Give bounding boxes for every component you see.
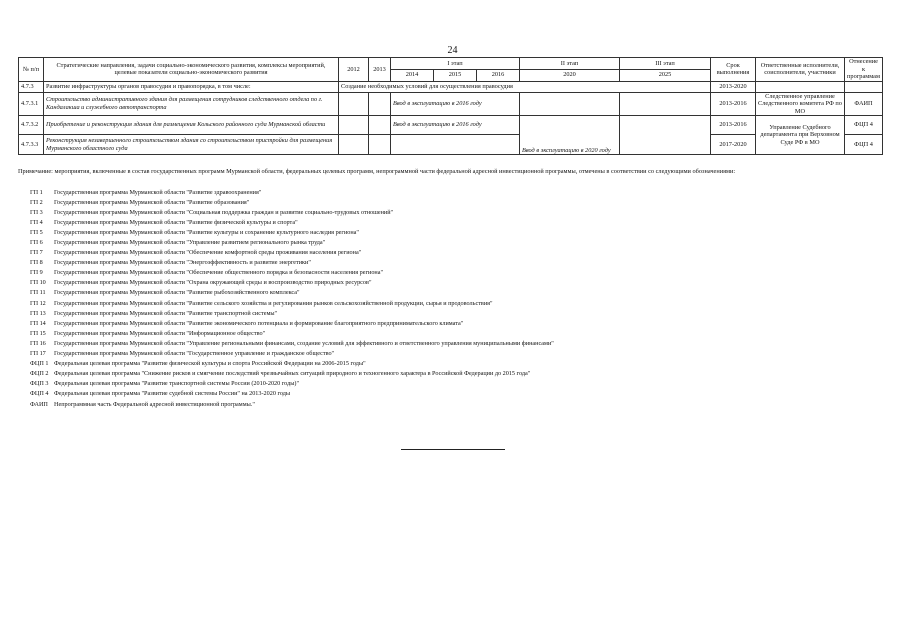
program-name: Государственная программа Мурманской области "Развитие сельского хозяйства и регулирования рынков сельскохозяйственной продукции, сырья и продовольствия" bbox=[54, 299, 493, 307]
row-stage2-result: Ввод в эксплуатацию в 2020 году bbox=[520, 116, 620, 155]
row-term: 2013-2020 bbox=[711, 81, 756, 92]
row-text: Строительство административного здания для размещения сотрудников следственного отдела по г. Кандалакша и служебного автотранспорта bbox=[44, 92, 339, 116]
program-code: ГП 9 bbox=[30, 269, 43, 277]
program-legend-item bbox=[30, 338, 880, 348]
program-name: Непрограммная часть Федеральной адресной инвестиционной программы." bbox=[54, 400, 255, 408]
program-name: Государственная программа Мурманской области "Энергоэффективность и развитие энергетики" bbox=[54, 259, 311, 267]
program-name: Государственная программа Мурманской области "Развитие культуры и сохранение культурного наследия региона" bbox=[54, 228, 359, 236]
separator-line bbox=[401, 449, 505, 450]
table-row bbox=[19, 116, 883, 135]
program-name: Государственная программа Мурманской области "Государственное управление и гражданское общество" bbox=[54, 350, 335, 358]
program-code: ГП 11 bbox=[30, 289, 46, 297]
program-legend bbox=[30, 187, 880, 409]
header-responsible: Ответственные исполнители, соисполнители, участники bbox=[756, 58, 845, 82]
program-code: ФЦП 3 bbox=[30, 380, 49, 388]
program-code: ГП 10 bbox=[30, 279, 46, 287]
program-code: ФАИП bbox=[30, 400, 48, 408]
table-row bbox=[19, 135, 883, 155]
program-code: ГП 2 bbox=[30, 198, 43, 206]
row-stage1-result: Ввод в эксплуатацию в 2016 году bbox=[391, 116, 520, 135]
program-name: Государственная программа Мурманской области "Социальная поддержка граждан и развитие социально-трудовых отношений" bbox=[54, 208, 394, 216]
program-code: ГП 14 bbox=[30, 319, 46, 327]
row-text: Реконструкция незавершенного строительством здания со строительством пристройки для размещения Мурманского областного суда bbox=[44, 135, 339, 155]
program-legend-item bbox=[30, 187, 880, 197]
header-stage2: II этап bbox=[520, 58, 620, 70]
program-code: ГП 17 bbox=[30, 350, 46, 358]
row-program: ФЦП 4 bbox=[845, 135, 883, 155]
table-note: Примечание: мероприятия, включенные в состав государственных программ Мурманской области, федеральных целевых программ, непрограммной части федеральной адресной инвестиционной программы, отмечены в соответствии со следующими обозначениями: bbox=[18, 168, 736, 175]
program-code: ФЦП 4 bbox=[30, 390, 49, 398]
program-name: Федеральная целевая программа "Снижение рисков и смягчение последствий чрезвычайных ситуаций природного и техногенного характера в Российской Федерации до 2015 года" bbox=[54, 370, 531, 378]
program-code: ГП 3 bbox=[30, 208, 43, 216]
program-legend-item bbox=[30, 237, 880, 247]
program-legend-item bbox=[30, 197, 880, 207]
program-legend-item bbox=[30, 369, 880, 379]
header-2013: 2013 bbox=[369, 58, 391, 82]
table-row bbox=[19, 92, 883, 116]
program-code: ФЦП 1 bbox=[30, 360, 49, 368]
program-legend-item bbox=[30, 278, 880, 288]
table-row bbox=[19, 81, 883, 92]
program-name: Федеральная целевая программа "Развитие транспортной системы России (2010-2020 годы)" bbox=[54, 380, 299, 388]
row-text: Развитие инфраструктуры органов правосудия и правопорядка, в том числе: bbox=[44, 81, 339, 92]
program-legend-item bbox=[30, 379, 880, 389]
row-text: Приобретение и реконструкция здания для размещения Кольского районного суда Мурманской области bbox=[44, 116, 339, 135]
program-legend-item bbox=[30, 268, 880, 278]
program-code: ФЦП 2 bbox=[30, 370, 49, 378]
program-name: Государственная программа Мурманской области "Охрана окружающей среды и воспроизводство природных ресурсов" bbox=[54, 279, 372, 287]
row-num: 4.7.3.2 bbox=[19, 116, 44, 135]
program-legend-item bbox=[30, 399, 880, 409]
program-code: ГП 12 bbox=[30, 299, 46, 307]
header-row bbox=[19, 58, 883, 70]
program-legend-item bbox=[30, 207, 880, 217]
program-name: Государственная программа Мурманской области "Управление развитием регионального рынка труда" bbox=[54, 239, 326, 247]
program-code: ГП 8 bbox=[30, 259, 43, 267]
program-legend-item bbox=[30, 359, 880, 369]
program-name: Государственная программа Мурманской области "Развитие физической культуры и спорта" bbox=[54, 218, 298, 226]
row-stage1-result: Ввод в эксплуатацию в 2016 году bbox=[391, 92, 520, 116]
program-legend-item bbox=[30, 298, 880, 308]
program-legend-item bbox=[30, 217, 880, 227]
program-name: Государственная программа Мурманской области "Обеспечение общественного порядка и безопасности населения региона" bbox=[54, 269, 384, 277]
program-legend-item bbox=[30, 258, 880, 268]
header-2012: 2012 bbox=[339, 58, 369, 82]
row-num: 4.7.3 bbox=[19, 81, 44, 92]
program-legend-item bbox=[30, 328, 880, 338]
header-year-2025: 2025 bbox=[620, 69, 711, 81]
program-code: ГП 6 bbox=[30, 239, 43, 247]
program-code: ГП 5 bbox=[30, 228, 43, 236]
program-legend-item bbox=[30, 389, 880, 399]
program-code: ГП 1 bbox=[30, 188, 43, 196]
program-name: Государственная программа Мурманской области "Информационное общество" bbox=[54, 329, 266, 337]
program-name: Государственная программа Мурманской области "Развитие рыбохозяйственного комплекса" bbox=[54, 289, 300, 297]
program-code: ГП 13 bbox=[30, 309, 46, 317]
program-code: ГП 7 bbox=[30, 249, 43, 257]
program-name: Государственная программа Мурманской области "Обеспечение комфортной среды проживания населения региона" bbox=[54, 249, 362, 257]
row-program: ФЦП 4 bbox=[845, 116, 883, 135]
row-goal: Создание необходимых условий для осуществления правосудия bbox=[339, 81, 711, 92]
program-code: ГП 4 bbox=[30, 218, 43, 226]
row-num: 4.7.3.1 bbox=[19, 92, 44, 116]
program-name: Государственная программа Мурманской области "Развитие транспортной системы" bbox=[54, 309, 278, 317]
program-legend-item bbox=[30, 248, 880, 258]
header-year-2014: 2014 bbox=[391, 69, 434, 81]
program-legend-item bbox=[30, 227, 880, 237]
header-programs: Отнесение к программам bbox=[845, 58, 883, 82]
program-name: Государственная программа Мурманской области "Управление региональными финансами, создание условий для эффективного и ответственного управления муниципальными финансами" bbox=[54, 339, 554, 347]
header-directions: Стратегические направления, задачи социально-экономического развития, комплексы мероприятий, целевые показатели социально-экономического развития bbox=[44, 58, 339, 82]
row-responsible: Следственное управление Следственного комитета РФ по МО bbox=[756, 92, 845, 116]
measures-table bbox=[18, 57, 883, 155]
header-year-2020: 2020 bbox=[520, 69, 620, 81]
program-name: Федеральная целевая программа "Развитие физической культуры и спорта Российской Федерации на 2006-2015 годы" bbox=[54, 360, 366, 368]
program-name: Государственная программа Мурманской области "Развитие экономического потенциала и формирование благоприятного предпринимательского климата" bbox=[54, 319, 464, 327]
row-responsible: Управление Судебного департамента при Верховном Суде РФ в МО bbox=[756, 116, 845, 155]
row-num: 4.7.3.3 bbox=[19, 135, 44, 155]
header-year-2016: 2016 bbox=[477, 69, 520, 81]
program-legend-item bbox=[30, 308, 880, 318]
program-name: Государственная программа Мурманской области "Развитие здравоохранения" bbox=[54, 188, 262, 196]
header-stage3: III этап bbox=[620, 58, 711, 70]
header-stage1: I этап bbox=[391, 58, 520, 70]
program-code: ГП 16 bbox=[30, 339, 46, 347]
program-legend-item bbox=[30, 318, 880, 328]
row-term: 2017-2020 bbox=[711, 135, 756, 155]
program-name: Государственная программа Мурманской области "Развитие образования" bbox=[54, 198, 250, 206]
program-legend-item bbox=[30, 288, 880, 298]
row-term: 2013-2016 bbox=[711, 116, 756, 135]
program-legend-item bbox=[30, 349, 880, 359]
header-year-2015: 2015 bbox=[434, 69, 477, 81]
row-program: ФАИП bbox=[845, 92, 883, 116]
header-term: Срок выполнения bbox=[711, 58, 756, 82]
program-code: ГП 15 bbox=[30, 329, 46, 337]
row-term: 2013-2016 bbox=[711, 92, 756, 116]
page-number: 24 bbox=[447, 45, 458, 56]
header-num: № п/п bbox=[19, 58, 44, 82]
program-name: Федеральная целевая программа "Развитие судебной системы России" на 2013-2020 годы bbox=[54, 390, 291, 398]
